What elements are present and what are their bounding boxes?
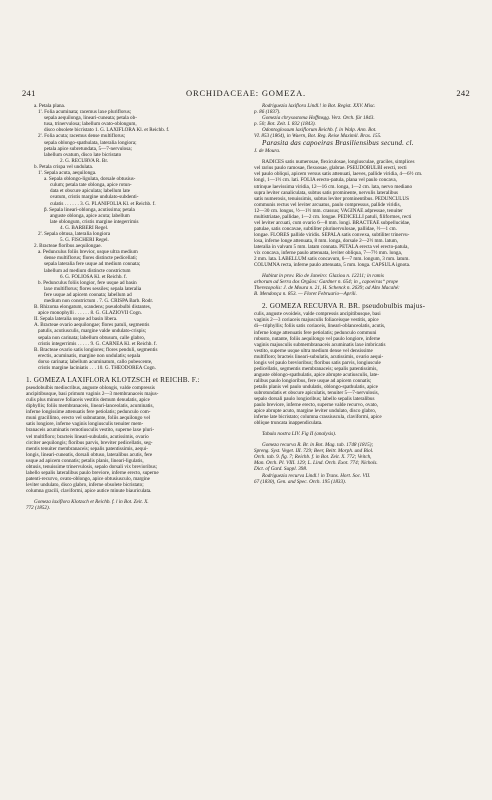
running-title: ORCHIDACEAE: GOMEZA. [186, 88, 306, 98]
right-text-line: Parasita das capoeiras Brasiliensibus secund. cl. [262, 139, 414, 148]
left-text-line: obtusis, tenuissime trinervulosis, sepalo dorsali vix brevioribus; [26, 463, 158, 470]
right-text-line: anguste oblongo-spathulatis, apice abrupte acutiusculis, late- [254, 371, 379, 378]
right-text-line: Man. Orch. Pl. VIII. 129; L. Lind. Orch. Exot. 774; Nichols. [254, 460, 378, 467]
right-text-line: vix concava, inferne paulo attenuata, leviter obliqua, 7—7½ mm. longa, [254, 250, 403, 257]
left-text-line: a. Petala plana. [34, 103, 66, 109]
right-text-line: Odontoglossum laxiflorum Reichb. f. in Walp. Ann. Bot. [262, 127, 377, 134]
left-text-line: sepala lateralia fere usque ad medium connata; [44, 261, 141, 268]
right-text-line: multistriatae, pallidae, 1—2 cm. longae. PEDICELLI patuli, filiformes, recti [254, 213, 412, 220]
right-text-line: paulo breviore, inferne erecto, superne valde recurvo, ovato, [254, 402, 379, 409]
right-text-line: Orch. tab. 9. fig. 7; Reichb. f. in Bot. Zeit. X. 772; Veitch, [254, 454, 372, 461]
right-text-line: apice abrupte acuto, margine leviter undulato, disco glabro, [254, 408, 377, 415]
left-text-line: sepala oblongo-spathulata, lateralia longiora; [44, 139, 137, 146]
left-text-line: cristis integerrimis . . . . . 9. G. CARNEA Kl. et Reichb. f. [38, 340, 157, 347]
right-text-line: inferne late bicristato; columna crassiuscula, claviformi, apice [254, 414, 382, 421]
left-text-line: medium non constrictum . 7. G. CRISPA Barb. Rodr. [44, 298, 154, 304]
left-text-line: 1'. Folia acuminata; racemus laxe pluriflorus; [38, 109, 132, 116]
left-text-line: b. Pedunculus foliis longior, fere usque ad basin [38, 279, 137, 286]
left-text-line: ovatum, cristis margine undulato-subdenti- [50, 194, 139, 201]
right-text-line: Tabula nostra LIV. Fig II (analysis). [262, 431, 337, 438]
left-text-line: leviter undulato, disco glabro, inferne obsolete bicristato; [26, 481, 144, 488]
right-text-line: Spreng. Syst. Veget. III. 729; Beer, Beitr. Morph. und Biol. [254, 448, 374, 455]
right-text-line: vel leviter arcuati, cum ovario 6—8 mm. longi. BRACTEAE subpellucidae, [254, 219, 411, 226]
left-text-line: longis, lineari-cuneatis, dorsali obtuso, lateralibus acutis, fere [26, 451, 153, 458]
left-text-line: B. Bracteae ovario satis longiores; flores penduli, segmentis [34, 346, 158, 353]
right-text-line: vaginis majusculis submembranaceis acuminatis laxe imbricatis [254, 341, 386, 348]
right-text-line: pedicellatis, segmentis membranaceis; sepalis patentissimis, [254, 365, 378, 372]
right-text-line: supra leviter canaliculata, subtus satis prominente, nervulis lateralibus [254, 189, 399, 196]
right-text-line: losa, inferne longe attenuata, 8 mm. longa, dorsale 2—2½ mm. latum, [254, 237, 399, 244]
left-text-line: a. Sepala oblongo-ligulata, dorsale obtusius- [44, 176, 136, 183]
right-text-line: 2 mm. lata. LABELLUM satis concavum, 6—7 mm. longum, 3 mm. latum. [254, 256, 410, 263]
right-text-line: Therezopolis: J. de Moura n. 21, H. Schenck n. 2639; ad Alto Macahé: [254, 285, 400, 292]
left-text-line: 4. G. BARBERI Regel. [60, 224, 109, 231]
left-text-line: A. Bracteae ovario aequilongae; flores patuli, segmentis [34, 322, 150, 329]
right-text-line: longae. FLORES pallide viridis. SEPALA satis convexa, subtiliter trinervu- [254, 231, 410, 238]
left-text-line: anguste oblonga, apice acuta; labellum [50, 212, 130, 219]
right-text-line: Rodriguezia recurva Lindl.! in Trans. Hort. Soc. VII. [262, 472, 371, 479]
left-text-line: circiter aequilongis; floribus parvis, breviter pedicellatis, seg- [26, 439, 153, 446]
right-text-line: robusto, nutante, foliis aequilongo vel paulo longiore, inferne [254, 335, 381, 342]
left-text-line: cristis margine laciniatis . . . 10. G. THEODOREA Cogn. [38, 365, 156, 372]
left-text-line: diphyllis; foliis membranaceis, lineari-lanceolatis, acuminatis, [26, 403, 154, 410]
right-text-line: petalis planis vel paulo undulatis, oblongo-spathulatis, apice [254, 383, 378, 390]
page-number-left: 241 [22, 88, 36, 98]
left-text-line: culatis . . . . . . 3. G. PLANIFOLIA Kl. et Reichb. f. [50, 200, 156, 207]
right-text-line: p. 50; Bot. Zeit. I. 832 (1843). [254, 121, 316, 128]
left-text-line: Gomeza laxiflora Klotzsch et Reichb. f. l in Bot. Zeit. X. [34, 498, 149, 505]
left-text-line: columna gracili, claviformi, apice autice minute biauriculata. [26, 487, 152, 494]
left-text-line: erectis, acuminatis, margine non undulatis; sepala [38, 352, 141, 359]
left-text-line: 1'. Sepala acuta, aequilonga. [38, 170, 97, 177]
right-text-line: Gomeza recurva R. Br. in Bot. Mag. tab. 1748 (1815); [262, 442, 374, 449]
left-text-line: b. Petala crispa vel undulata. [34, 163, 94, 170]
left-text-line: culis plus minusve foliaceis vestitis demum denudatis, apice [26, 397, 150, 404]
right-text-line: Dict. of Gard. Suppl. 398. [254, 466, 308, 473]
left-text-line: laxe multiflorus; flores sessiles; sepala lateralia [44, 285, 142, 292]
right-text-line: lateralia in valvam 5 mm. latam connata. PETALA erecta vel erecto-patula, [254, 243, 409, 250]
right-text-line: Rodriguezia laxiflora Lindl.! in Bot. Regist. XXV. Misc. [262, 103, 376, 109]
left-text-line: tusa, trinervulosa; labellum ovato-oblongum, [44, 121, 137, 128]
right-text-line: J. de Moura. [254, 148, 281, 155]
right-column [254, 103, 472, 485]
left-text-line: 2'. Folia acuta; racemus dense multiflorus; [38, 133, 126, 140]
right-text-line: multifloro; bracteis lineari-subulatis, acutissimis, ovario aequi- [254, 353, 384, 360]
left-text-line: 772 (1852). [26, 505, 50, 512]
right-text-line: arborum ad Serra dos Orgãos: Gardner n. 654; in „capoeiras“ prope [254, 279, 399, 286]
left-text-line: petala apice subretundata, 5—7-nervulosa; [44, 145, 132, 152]
left-text-line: mentis tenuiter membranaceis; sepalis patentissimis, aequi- [26, 445, 148, 452]
right-text-line: communis rectus vel leviter arcuatus, paulo compressus, pallide viridis, [254, 201, 401, 208]
left-text-line: 1. GOMEZA LAXIFLORA KLOTZSCH et REICHB. F.: [26, 376, 200, 385]
left-text-line: culum; petala tate oblonga, apice rotun- [50, 182, 132, 189]
right-text-line: oblique truncata inappendiculata. [254, 420, 323, 427]
right-text-line: COLUMNA recta, inferne paulo attenuata, 5 mm. longa. CAPSULA ignota. [254, 262, 411, 269]
left-text-line: β. Sepala lineari-oblonga, acutissima; petala [44, 206, 135, 213]
left-text-line: usque ad apicem connatis; petalis planis, lineari-ligulatis, [26, 457, 144, 464]
right-text-line: culis, anguste ovoideis, valde compressis ancipitibusque, basi [254, 311, 381, 318]
running-header [22, 88, 470, 100]
right-text-line: RADICES satis numerosae, flexiculosae, longiusculae, graciles, simplices [262, 159, 415, 166]
right-text-line: inferne longe attenuatis fere petiolatis; pedunculo communi [254, 329, 377, 336]
left-text-line: 5. G. FISCHERI Regel. [60, 237, 109, 244]
left-text-line: B. Rhizoma elongatum, scandens; pseudobulbi distantes, [34, 304, 152, 311]
left-text-line: branaceis acuminatis remotiusculis vestito, superne laxe pluri- [26, 427, 155, 434]
left-text-line: ancipitibusque, basi primum vaginis 2—3 membranaceis majus- [26, 391, 159, 398]
right-text-line: longis vel paulo brevioribus; floribus satis parvis, longiuscule [254, 359, 381, 366]
left-text-line: dorso carinata; labellum acuminatum, callo pubescente, [38, 358, 153, 365]
left-text-line: 2. G. RECURVA R. Br. [60, 157, 109, 164]
right-text-line: vel paulo obliqui, apicem versus satis attenuati, laeves, pallide viridia, 4—6½ cm. [254, 171, 423, 178]
right-text-line: 67 (1830), Gen. and Spec. Orch. 195 (1833). [254, 478, 347, 485]
left-text-line: 2. Bracteae floribus aequilongae. [34, 243, 102, 250]
right-text-line: 2. GOMEZA RECURVA R. BR. pseudobulbis majus- [262, 302, 426, 311]
right-text-line: sepalo dorsali paulo longioribus; labello sepalis lateralibus [254, 396, 375, 403]
left-text-line: labello sepalis lateralibus paulo breviore, inferne erecto, superne [26, 469, 159, 476]
left-text-line: satis longiore, inferne vaginis longiusculis tenuiter mem- [26, 421, 144, 428]
left-text-line: disco obsolete bicristato 1. G. LAXIFLORA Kl. et Reichb. f. [44, 127, 170, 134]
right-text-line: vaginis 2—3 coriaceis majusculis foliaceisque vestitis, apice [254, 317, 379, 324]
left-text-line: 6. G. FOLIOSA Kl. et Reichb. f. [60, 273, 127, 280]
left-text-line: late oblongum, cristis margine integerrimis [50, 218, 139, 225]
left-text-line: vel multifloro; bracteis lineari-subulatis, acutissimis, ovario [26, 433, 149, 440]
right-text-line: vel rarius paulo ramosae, flexuosae, glabrae. PSEUDOBULBI erecti, recti [254, 165, 407, 172]
right-text-line: Habitat in prov. Rio de Janeiro: Glaziou n. 12211; in ramis [262, 273, 384, 280]
left-text-line: patulis, acutiusculis, margine valde undulato-crispis; [38, 328, 147, 335]
left-text-line: labellum ovatum, disco late bicristato [44, 151, 122, 158]
right-text-line: longi, 1—1½ cm. lati. FOLIA erecto-patula, plana vel paulo concava, [254, 177, 397, 184]
right-text-line: VI. 853 (1864), in Waern, Bot. Reg. Reise Maximil. Bras. 155. [254, 133, 382, 140]
right-text-line: Gomezia chrysostoma Hoffmsgg. Verz. Orch. für 1843. [262, 115, 375, 122]
left-text-line: dense multiflorus; flores distincte pedicellati; [44, 255, 138, 262]
left-text-line: patenti-recurvo, ovato-oblongo, apice obtusiusculo, margine [26, 475, 150, 482]
right-text-line: B. Mendonça n. 853. — Floret Februario—Aprili. [254, 291, 357, 298]
left-text-line: a. Pedunculus foliis brevior, usque ultra medium [38, 249, 138, 256]
right-text-line: patulae, satis concavae, subtiliter plurinervulosae, pallidae, ½—1 cm. [254, 225, 397, 232]
right-text-line: 12—30 cm. longus, ½—1½ mm. crassus; VAGINAE adpressae, tenuiter [254, 207, 403, 214]
left-text-line: II. Sepala lateralia usque ad basin libera. [34, 316, 118, 323]
left-text-line: pseudobulbis mediocribus, anguste oblongis, valde compressis [26, 385, 155, 392]
right-text-line: di—triphyllis; foliis satis coriaceis, lineari-oblanceolatis, acutis, [254, 323, 386, 330]
right-text-line: subrotundatis et obscure apiculatis, tenuiter 5—7-nervulosis, [254, 389, 379, 396]
right-text-line: p. 86 (1837). [254, 109, 281, 116]
right-text-line: ralibus paulo longioribus, fere usque ad apicem connatis; [254, 377, 372, 384]
left-text-line: apice monophylli . . . . . . 8. G. GLAZIOVII Cogn. [38, 310, 142, 317]
left-text-line: 2'. Sepala obtusa, lateralia longiora [38, 230, 111, 237]
left-text-line: muni gracillimo, erecto vel subnutante, foliis aequilongo vel [26, 415, 151, 422]
left-text-line: labellum ad medium distincte constrictum [44, 267, 131, 274]
left-text-line: fere usque ad apicem coonata; labellum ad [44, 291, 132, 298]
left-text-line: data et obscure apiculata; labellum late [50, 188, 131, 195]
left-column [26, 103, 238, 511]
right-text-line: vestito, superne usque ultra medium dense vel densissime [254, 347, 373, 354]
page-number-right: 242 [456, 88, 470, 98]
right-text-line: satis numerosis, tenuissimis, subtus leviter prominentibus. PEDUNCULUS [254, 195, 409, 202]
left-text-line: inferne longissime attenuatis fere petiolatis; pedunculo com- [26, 409, 151, 416]
left-text-line: sepala aequilonga, lineari-cuneata; petala ob- [44, 115, 137, 122]
right-text-line: utrinque laevissima viridia, 12—16 cm. longa, 1—2 cm. lata, nervo mediano [254, 183, 413, 190]
left-text-line: sepala non carinata; labellum obtusum, calle glabro, [38, 334, 146, 341]
